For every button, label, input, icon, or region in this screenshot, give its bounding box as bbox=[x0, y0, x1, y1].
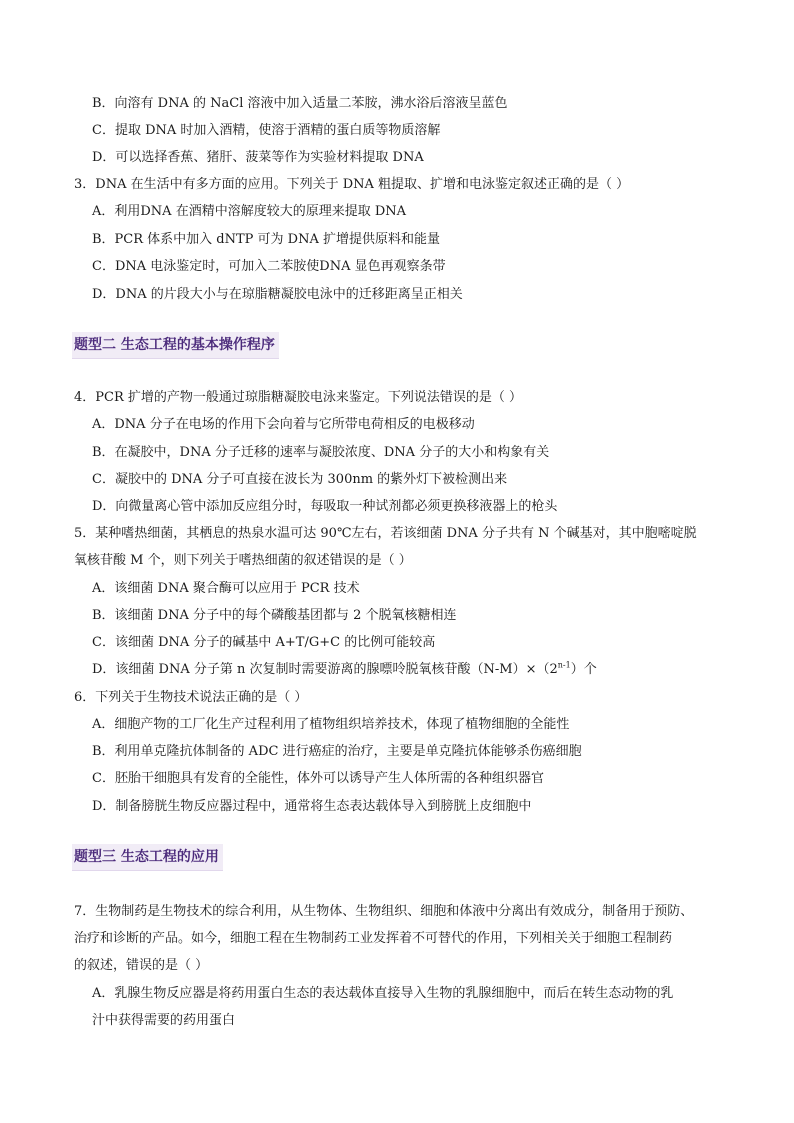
q5-option-d-text: D．该细菌 DNA 分子第 n 次复制时需要游离的腺嘌呤脱氧核苷酸（N-M）×（2 bbox=[92, 662, 558, 677]
q3-option-c: C．DNA 电泳鉴定时，可加入二苯胺使DNA 显色再观察条带 bbox=[92, 259, 446, 274]
q4-option-b: B．在凝胶中，DNA 分子迁移的速率与凝胶浓度、DNA 分子的大小和构象有关 bbox=[92, 445, 550, 460]
q2-option-c: C．提取 DNA 时加入酒精，使溶于酒精的蛋白质等物质溶解 bbox=[92, 123, 441, 138]
q6-option-c: C．胚胎干细胞具有发育的全能性，体外可以诱导产生人体所需的各种组织器官 bbox=[92, 771, 544, 786]
q4-option-c: C．凝胶中的 DNA 分子可直接在波长为 300nm 的紫外灯下被检测出来 bbox=[92, 472, 508, 487]
q6-option-d: D．制备膀胱生物反应器过程中，通常将生态表达载体导入到膀胱上皮细胞中 bbox=[92, 799, 532, 814]
q4-option-a: A．DNA 分子在电场的作用下会向着与它所带电荷相反的电极移动 bbox=[92, 417, 475, 432]
section-heading-3: 题型三 生态工程的应用 bbox=[72, 844, 223, 871]
q5-option-a: A．该细菌 DNA 聚合酶可以应用于 PCR 技术 bbox=[92, 581, 360, 596]
q7-stem-line1: 7．生物制药是生物技术的综合利用，从生物体、生物组织、细胞和体液中分离出有效成分，制备用于预防、 bbox=[74, 904, 694, 919]
q5-option-b: B．该细菌 DNA 分子中的每个磷酸基团都与 2 个脱氧核糖相连 bbox=[92, 608, 457, 623]
q7-stem-line2: 治疗和诊断的产品。如今，细胞工程在生物制药工业发挥着不可替代的作用，下列相关关于细胞工程制药 bbox=[74, 931, 673, 946]
q5-option-c: C．该细菌 DNA 分子的碱基中 A+T/G+C 的比例可能较高 bbox=[92, 635, 436, 650]
q2-option-d: D．可以选择香蕉、猪肝、菠菜等作为实验材料提取 DNA bbox=[92, 150, 424, 165]
q3-option-a: A．利用DNA 在酒精中溶解度较大的原理来提取 DNA bbox=[92, 204, 407, 219]
q5-stem-line1: 5．某种嗜热细菌，其栖息的热泉水温可达 90℃左右，若该细菌 DNA 分子共有 N 个碱基对，其中胞嘧啶脱 bbox=[74, 526, 697, 541]
q7-option-a-line2: 汁中获得需要的药用蛋白 bbox=[92, 1013, 236, 1028]
q4-stem: 4．PCR 扩增的产物一般通过琼脂糖凝胶电泳来鉴定。下列说法错误的是（ ） bbox=[74, 390, 523, 405]
q4-option-d: D．向微量离心管中添加反应组分时，每吸取一种试剂都必须更换移液器上的枪头 bbox=[92, 499, 558, 514]
q7-stem-line3: 的叙述，错误的是（ ） bbox=[74, 958, 209, 973]
q7-option-a-line1: A．乳腺生物反应器是将药用蛋白生态的表达载体直接导入生物的乳腺细胞中，而后在转生态动物的乳 bbox=[92, 986, 674, 1001]
q5-option-d bbox=[92, 661, 597, 679]
q5-option-d-tail: ）个 bbox=[570, 662, 597, 677]
q6-option-a: A．细胞产物的工厂化生产过程利用了植物组织培养技术，体现了植物细胞的全能性 bbox=[92, 717, 570, 732]
q5-option-d-exponent: n-1 bbox=[557, 660, 571, 670]
section-heading-2: 题型二 生态工程的基本操作程序 bbox=[72, 332, 279, 359]
q2-option-b: B．向溶有 DNA 的 NaCl 溶液中加入适量二苯胺，沸水浴后溶液呈蓝色 bbox=[92, 96, 508, 111]
q5-stem-line2: 氧核苷酸 M 个，则下列关于嗜热细菌的叙述错误的是（ ） bbox=[74, 553, 412, 568]
q6-stem: 6．下列关于生物技术说法正确的是（ ） bbox=[74, 690, 308, 705]
q3-option-d: D．DNA 的片段大小与在琼脂糖凝胶电泳中的迁移距离呈正相关 bbox=[92, 287, 463, 302]
q6-option-b: B．利用单克隆抗体制备的 ADC 进行癌症的治疗，主要是单克隆抗体能够杀伤癌细胞 bbox=[92, 744, 582, 759]
q3-option-b: B．PCR 体系中加入 dNTP 可为 DNA 扩增提供原料和能量 bbox=[92, 232, 440, 247]
q3-stem: 3．DNA 在生活中有多方面的应用。下列关于 DNA 粗提取、扩增和电泳鉴定叙述正确的是（ ） bbox=[74, 177, 630, 192]
